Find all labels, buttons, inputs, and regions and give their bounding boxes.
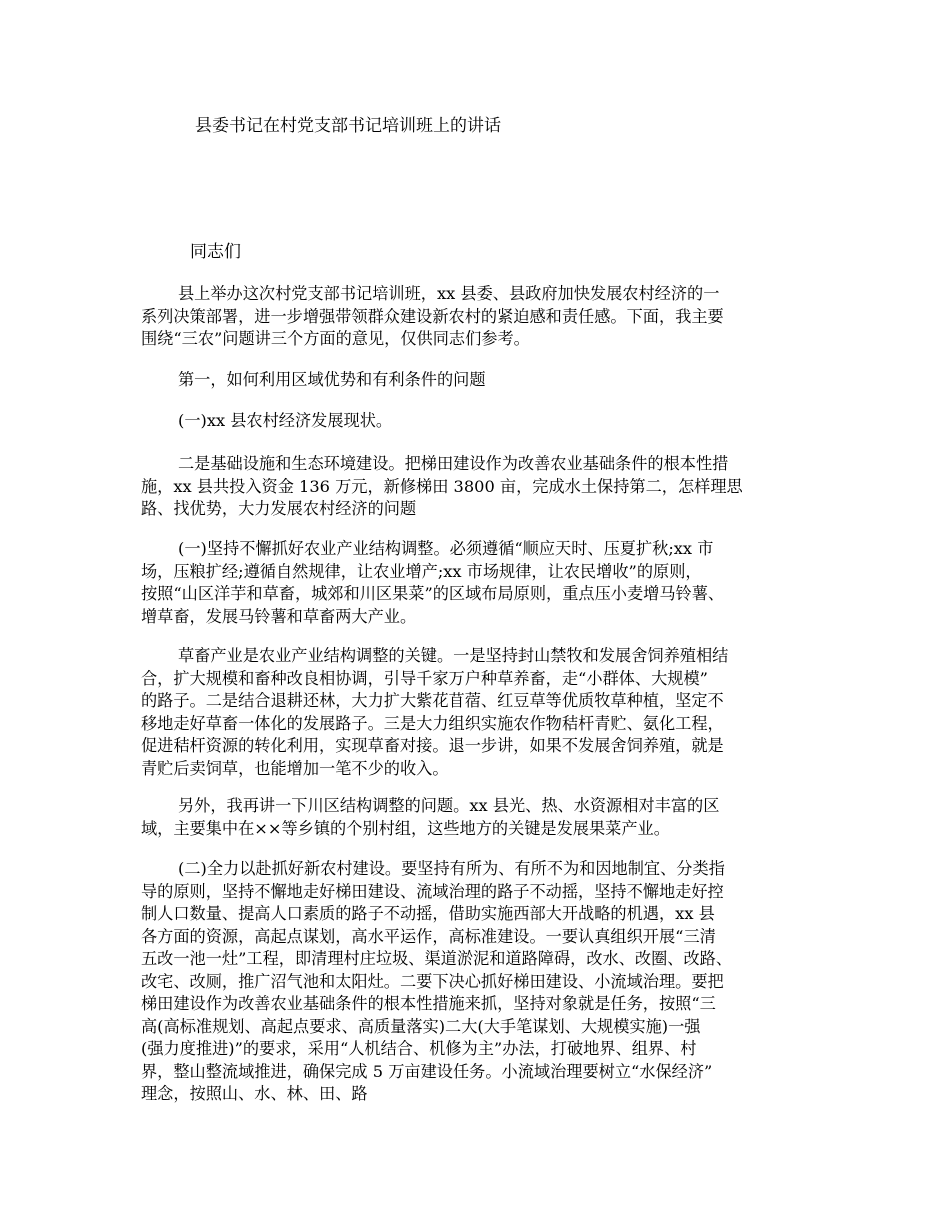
paragraph-river-area (141, 795, 831, 840)
paragraph-line: 移地走好草畜一体化的发展路子。三是大力组织实施农作物秸杆青贮、氨化工程， (141, 713, 724, 733)
paragraph-line: 草畜产业是农业产业结构调整的关键。一是坚持封山禁牧和发展舍饲养殖相结 (178, 646, 729, 665)
paragraph-line: 域，主要集中在××等乡镇的个别村组，这些地方的关键是发展果菜产业。 (141, 818, 670, 838)
paragraph-structure-adjustment (141, 538, 831, 628)
paragraph-line: 改宅、改厕，推广沼气池和太阳灶。二要下决心抓好梯田建设、小流域治理。要把 (141, 971, 724, 991)
paragraph-line: 理念，按照山、水、林、田、路 (141, 1084, 368, 1103)
paragraph-line: 导的原则，坚持不懈地走好梯田建设、流域治理的路子不动摇，坚持不懈地走好控 (141, 881, 724, 901)
paragraph-heading-first (141, 369, 831, 392)
paragraph-line: 合，扩大规模和畜种改良相协调，引导千家万户种草养畜，走“小群体、大规模” (141, 668, 708, 688)
paragraph-line: 施，xx 县共投入资金 136 万元，新修梯田 3800 亩，完成水土保持第二，怎样理思 (141, 476, 743, 496)
paragraph-line: 按照“山区洋芋和草畜，城郊和川区果菜”的区域布局原则，重点压小麦增马铃薯、 (141, 584, 725, 603)
document-title: 县委书记在村党支部书记培训班上的讲话 (195, 116, 501, 136)
paragraph-infrastructure (141, 453, 831, 521)
paragraph-line: 二是基础设施和生态环境建设。把梯田建设作为改善农业基础条件的根本性措 (178, 454, 729, 473)
paragraph-new-countryside (141, 858, 831, 1106)
paragraph-line: 制人口数量、提高人口素质的路子不动摇，借助实施西部大开战略的机遇，xx 县 (141, 904, 715, 923)
paragraph-line: 另外，我再讲一下川区结构调整的问题。xx 县光、热、水资源相对丰富的区 (178, 796, 720, 815)
paragraph-subheading (141, 410, 831, 433)
paragraph-line: 界，整山整流域推进，确保完成 5 万亩建设任务。小流域治理要树立“水保经济” (141, 1061, 713, 1081)
paragraph-line: 各方面的资源，高起点谋划，高水平运作，高标准建设。一要认真组织开展“三清 (141, 926, 716, 946)
paragraph-grass-livestock (141, 645, 831, 780)
paragraph-line: 五改一池一灶”工程，即清理村庄垃圾、渠道淤泥和道路障碍，改水、改圈、改路、 (141, 949, 733, 968)
paragraph-intro (141, 283, 831, 351)
paragraph-line: 促进秸杆资源的转化利用，实现草畜对接。退一步讲，如果不发展舍饲养殖，就是 (141, 736, 724, 755)
paragraph-line: (二)全力以赴抓好新农村建设。要坚持有所为、有所不为和因地制宜、分类指 (178, 859, 725, 878)
paragraph-line: 围绕“三农”问题讲三个方面的意见，仅供同志们参考。 (141, 329, 530, 348)
paragraph-line: 梯田建设作为改善农业基础条件的根本性措施来抓，坚持对象就是任务，按照“三 (141, 994, 716, 1013)
paragraph-line: (一)xx 县农村经济发展现状。 (178, 411, 393, 430)
paragraph-line: 增草畜，发展马铃薯和草畜两大产业。 (141, 606, 417, 626)
paragraph-line: (强力度推进)”的要求，采用“人机结合、机修为主”办法，打破地界、组界、村 (141, 1039, 697, 1058)
greeting: 同志们 (190, 242, 241, 262)
paragraph-line: 场，压粮扩经;遵循自然规律，让农业增产;xx 市场规律，让农民增收”的原则， (141, 561, 702, 581)
paragraph-line: (一)坚持不懈抓好农业产业结构调整。必须遵循“顺应天时、压夏扩秋;xx 市 (178, 539, 714, 558)
paragraph-line: 高(高标准规划、高起点要求、高质量落实)二大(大手笔谋划、大规模实施)一强 (141, 1016, 701, 1036)
paragraph-line: 的路子。二是结合退耕还林，大力扩大紫花苜蓿、红豆草等优质牧草种植，坚定不 (141, 691, 724, 710)
paragraph-line: 第一，如何利用区域优势和有利条件的问题 (178, 370, 486, 389)
paragraph-line: 路、找优势，大力发展农村经济的问题 (141, 499, 417, 518)
paragraph-line: 县上举办这次村党支部书记培训班，xx 县委、县政府加快发展农村经济的一 (178, 284, 720, 303)
paragraph-line: 青贮后卖饲草，也能增加一笔不少的收入。 (141, 758, 449, 778)
paragraph-line: 系列决策部署，进一步增强带领群众建设新农村的紧迫感和责任感。下面，我主要 (141, 306, 724, 326)
